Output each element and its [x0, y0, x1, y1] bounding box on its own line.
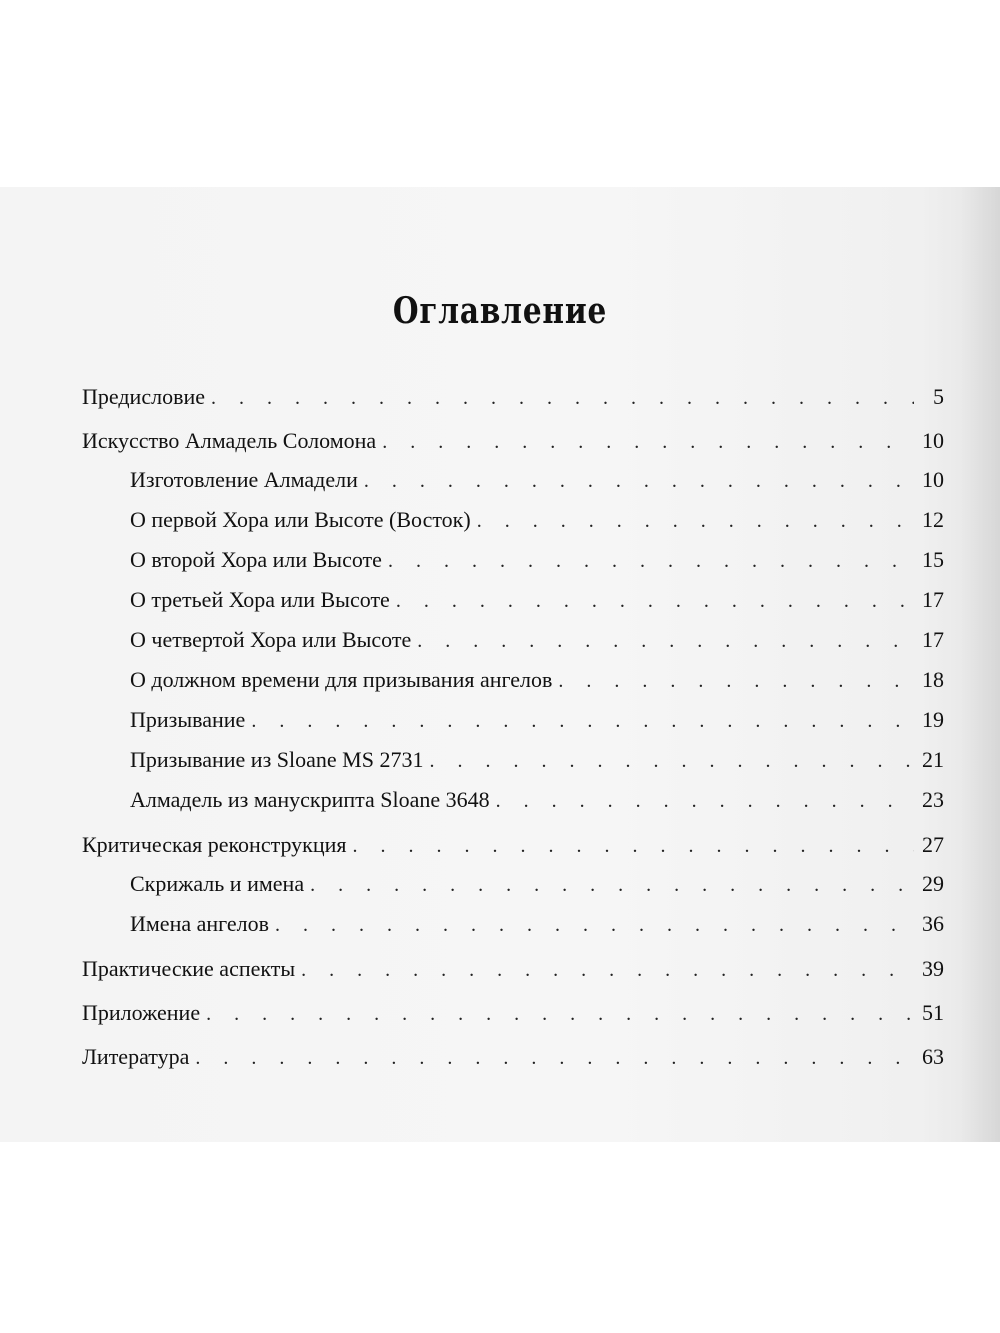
dot-leader	[382, 422, 914, 462]
dot-leader	[477, 501, 914, 541]
toc-entry	[82, 660, 944, 700]
toc-entry	[82, 949, 944, 988]
toc-entry	[82, 620, 944, 660]
toc-entry-page-number: 51	[922, 1000, 944, 1025]
toc-entry-label: Скрижаль и имена	[130, 871, 305, 896]
toc-entry-label: Критическая реконструкция	[82, 832, 347, 857]
toc-entry-label: О должном времени для призывания ангелов	[130, 667, 553, 692]
toc-entry	[82, 540, 944, 580]
toc-entry	[82, 825, 944, 864]
dot-leader	[364, 461, 914, 501]
toc-entry-page-number: 10	[922, 428, 944, 453]
page-edge-shadow	[960, 187, 1000, 1142]
toc-entry-page-number: 36	[922, 911, 944, 936]
toc-entry-label: О второй Хора или Высоте	[130, 547, 382, 572]
toc-entry	[82, 700, 944, 740]
toc-entry-label: О третьей Хора или Высоте	[130, 587, 390, 612]
dot-leader	[417, 621, 914, 661]
toc-entry	[82, 421, 944, 460]
dot-leader	[396, 581, 914, 621]
toc-entry-label: Призывание	[130, 707, 246, 732]
toc-entry-page-number: 17	[922, 587, 944, 612]
toc-entry-page-number: 27	[922, 832, 944, 857]
dot-leader	[310, 865, 914, 905]
dot-leader	[496, 781, 914, 821]
dot-leader	[388, 541, 914, 581]
toc-entry-label: Практические аспекты	[82, 956, 296, 981]
dot-leader	[211, 378, 914, 418]
table-of-contents	[82, 377, 944, 1076]
toc-entry	[82, 780, 944, 820]
dot-leader	[301, 950, 914, 990]
page-title: Оглавление	[392, 290, 608, 332]
toc-entry-page-number: 29	[922, 871, 944, 896]
dot-leader	[558, 661, 914, 701]
dot-leader	[251, 701, 914, 741]
toc-entry-page-number: 19	[922, 707, 944, 732]
toc-entry	[82, 580, 944, 620]
dot-leader	[275, 905, 914, 945]
toc-entry	[82, 500, 944, 540]
toc-entry-label: Предисловие	[82, 384, 205, 409]
toc-entry-label: Приложение	[82, 1000, 201, 1025]
toc-entry-label: Литература	[82, 1044, 190, 1069]
toc-entry-label: О первой Хора или Высоте (Восток)	[130, 507, 471, 532]
toc-entry-page-number: 12	[922, 507, 944, 532]
toc-entry-label: Искусство Алмадель Соломона	[82, 428, 377, 453]
toc-entry-page-number: 18	[922, 667, 944, 692]
toc-entry-page-number: 21	[922, 747, 944, 772]
book-page	[0, 187, 1000, 1142]
toc-entry	[82, 1037, 944, 1076]
toc-entry-page-number: 39	[922, 956, 944, 981]
toc-entry	[82, 377, 944, 416]
toc-entry-label: Призывание из Sloane MS 2731	[130, 747, 424, 772]
toc-entry-page-number: 10	[922, 467, 944, 492]
toc-entry-label: Имена ангелов	[130, 911, 270, 936]
toc-entry	[82, 904, 944, 944]
toc-entry-page-number: 5	[933, 384, 944, 409]
toc-entry-label: О четвертой Хора или Высоте	[130, 627, 412, 652]
toc-entry-page-number: 63	[922, 1044, 944, 1069]
toc-entry	[82, 993, 944, 1032]
dot-leader	[429, 741, 914, 781]
toc-entry-page-number: 23	[922, 787, 944, 812]
dot-leader	[353, 826, 914, 866]
toc-entry-label: Изготовление Алмадели	[130, 467, 358, 492]
toc-entry-label: Алмадель из манускрипта Sloane 3648	[130, 787, 490, 812]
toc-entry-page-number: 17	[922, 627, 944, 652]
toc-entry-page-number: 15	[922, 547, 944, 572]
dot-leader	[206, 994, 914, 1034]
toc-entry	[82, 740, 944, 780]
dot-leader	[195, 1038, 914, 1078]
toc-entry	[82, 864, 944, 904]
toc-entry	[82, 460, 944, 500]
